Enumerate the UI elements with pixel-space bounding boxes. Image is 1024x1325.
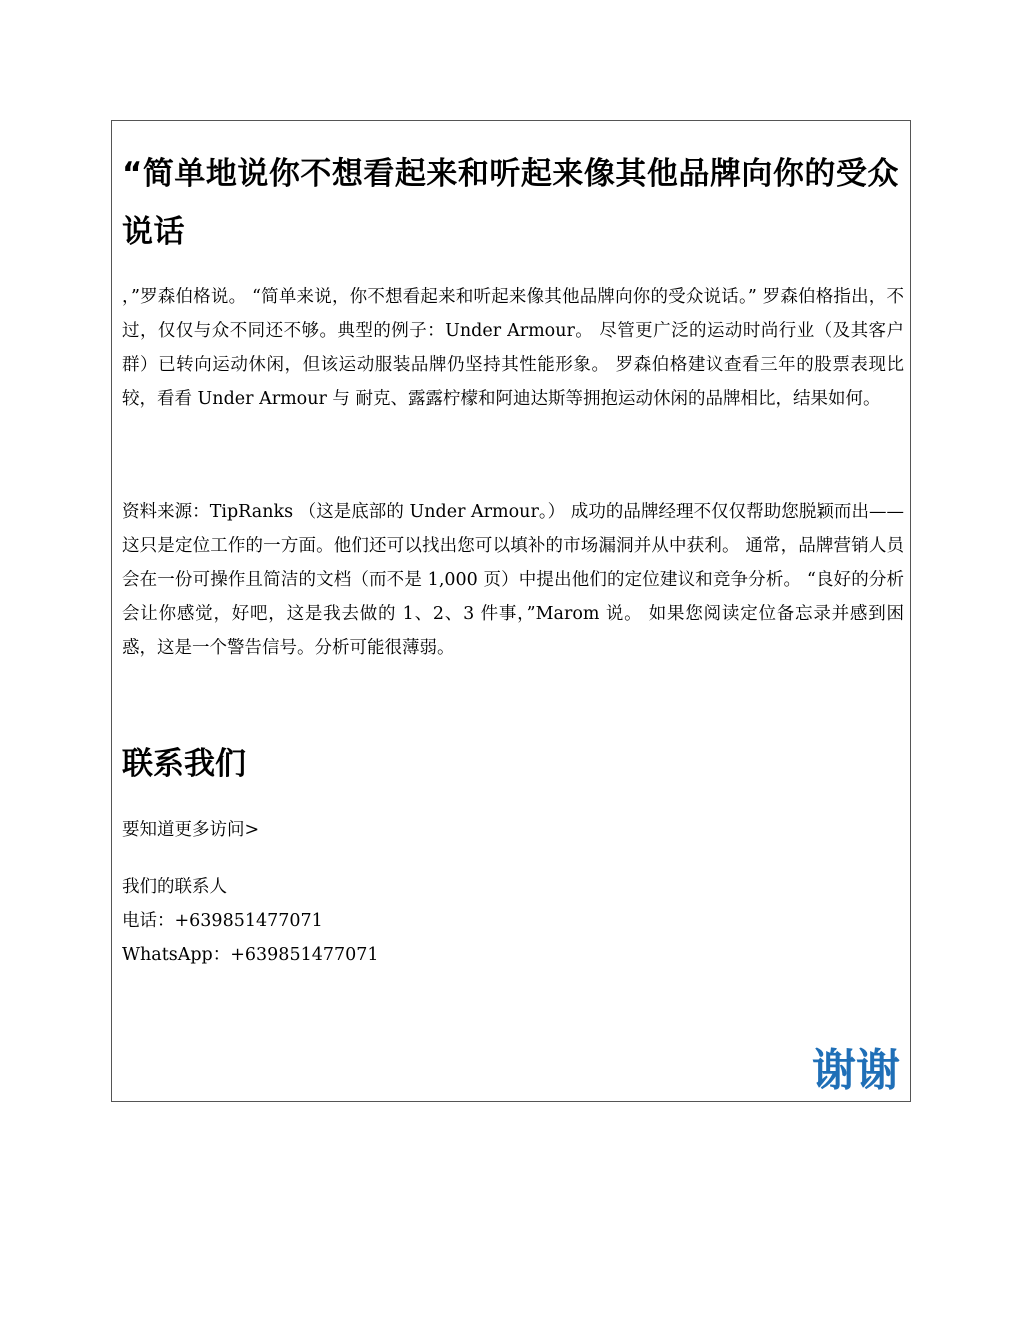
article-paragraph-2: 资料来源：TipRanks （这是底部的 Under Armour。） 成功的品牌经理不仅仅帮助您脱颖而出——这只是定位工作的一方面。他们还可以找出您可以填补的市场漏洞并从中获利。 通常，品牌营销人员会在一份可操作且简洁的文档（而不是 1,000 页）中提出他们的定位建议和竞争分析。 “良好的分析会让你感觉，好吧，这是我去做的 1、2、3 件事，”Marom 说。 如果您阅读定位备忘录并感到困惑，这是一个警告信号。分析可能很薄弱。 [122, 502, 904, 658]
thanks-text: 谢谢 [812, 1045, 900, 1096]
more-visit-link[interactable]: 要知道更多访问> [122, 820, 260, 840]
article-paragraph-1: ，”罗森伯格说。 “简单来说，你不想看起来和听起来像其他品牌向你的受众说话。” 罗森伯格指出，不过，仅仅与众不同还不够。典型的例子：Under Armour。 尽管更广泛的运动时尚行业（及其客户群）已转向运动休闲，但该运动服装品牌仍坚持其性能形象。 罗森伯格建议查看三年的股票表现比较，看看 Under Armour 与 耐克、露露柠檬和阿迪达斯等拥抱运动休闲的品牌相比，结果如何。 [122, 287, 904, 409]
article-heading: “简单地说你不想看起来和听起来像其他品牌向你的受众说话 [122, 156, 899, 250]
contact-heading: 联系我们 [122, 746, 246, 782]
document-frame [111, 120, 911, 1102]
whatsapp-number: WhatsApp：+639851477071 [122, 945, 379, 965]
phone-number: 电话：+639851477071 [122, 911, 323, 931]
contact-person-label: 我们的联系人 [122, 877, 227, 897]
